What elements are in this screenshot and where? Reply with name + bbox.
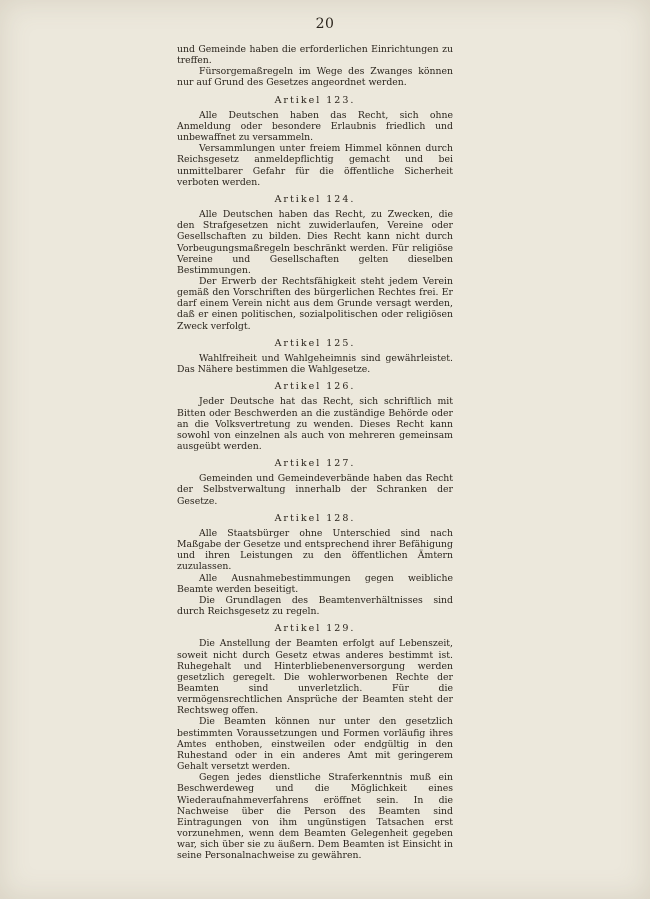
paragraph: Alle Staatsbürger ohne Unterschied sind nach Maßgabe der Gesetze und entsprechend ihrer Befähigung und ihren Leistungen zu den öffentlichen Ämtern zuzulassen.	[177, 527, 453, 573]
article-heading: Artikel 123.	[274, 94, 356, 106]
article-heading: Artikel 128.	[274, 512, 356, 524]
article-heading: Artikel 126.	[274, 381, 356, 393]
paragraph: Alle Deutschen haben das Recht, sich ohne Anmeldung oder besondere Erlaubnis friedlich und unbewaffnet zu versammeln.	[177, 109, 453, 144]
paragraph: Jeder Deutsche hat das Recht, sich schriftlich mit Bitten oder Beschwerden an die zuständige Behörde oder an die Volksvertretung zu wenden. Dieses Recht kann sowohl von einzelnen als auch von mehreren gemeinsam ausgeübt werden.	[177, 396, 453, 452]
paragraph: Alle Ausnahmebestimmungen gegen weibliche Beamte werden beseitigt.	[177, 572, 453, 595]
paragraph: Alle Deutschen haben das Recht, zu Zwecken, die den Strafgesetzen nicht zuwiderlaufen, Vereine oder Gesellschaften zu bilden. Dies Recht kann nicht durch Vorbeugungsmaßregeln beschränkt werden. Für religiöse Vereine und Gesellschaften gelten dieselben Bestimmungen.	[177, 209, 453, 276]
article-heading: Artikel 125.	[274, 337, 356, 349]
paragraph: Die Beamten können nur unter den gesetzlich bestimmten Voraussetzungen und Formen vorläufig ihres Amtes enthoben, einstweilen oder endgültig in den Ruhestand oder in ein anderes Amt mit geringerem Gehalt versetzt werden.	[177, 716, 453, 773]
text-column	[177, 44, 453, 861]
paragraph: Die Grundlagen des Beamtenverhältnisses sind durch Reichsgesetz zu regeln.	[177, 594, 453, 618]
paragraph: Wahlfreiheit und Wahlgeheimnis sind gewährleistet. Das Nähere bestimmen die Wahlgesetze.	[177, 352, 453, 376]
paragraph: Die Anstellung der Beamten erfolgt auf Lebenszeit, soweit nicht durch Gesetz etwas anderes bestimmt ist. Ruhegehalt und Hinterbliebenenversorgung werden gesetzlich geregelt. Die wohlerworbenen Rechte der Beamten sind unverletzlich. Für die vermögensrechtlichen Ansprüche der Beamten steht der Rechtsweg offen.	[177, 638, 453, 717]
paragraph: Fürsorgemaßregeln im Wege des Zwanges können nur auf Grund des Gesetzes angeordnet werden.	[177, 66, 453, 89]
paragraph: und Gemeinde haben die erforderlichen Einrichtungen zu treffen.	[177, 44, 453, 67]
paragraph: Der Erwerb der Rechtsfähigkeit steht jedem Verein gemäß den Vorschriften des bürgerlichen Rechtes frei. Er darf einem Verein nicht aus dem Grunde versagt werden, daß er einen politischen, sozialpolitischen oder religiösen Zweck verfolgt.	[177, 275, 453, 332]
article-heading: Artikel 129.	[274, 623, 356, 635]
article-heading: Artikel 124.	[274, 193, 356, 205]
page-number: 20	[315, 16, 335, 32]
paragraph: Gemeinden und Gemeindeverbände haben das Recht der Selbstverwaltung innerhalb der Schranken der Gesetze.	[177, 473, 453, 507]
article-heading: Artikel 127.	[274, 458, 356, 470]
paragraph: Versammlungen unter freiem Himmel können durch Reichsgesetz anmeldepflichtig gemacht und bei unmittelbarer Gefahr für die öffentliche Sicherheit verboten werden.	[177, 143, 453, 188]
paragraph: Gegen jedes dienstliche Straferkenntnis muß ein Beschwerdeweg und die Möglichkeit eines Wiederaufnahmeverfahrens eröffnet sein. In die Nachweise über die Person des Beamten sind Eintragungen von ihm ungünstigen Tatsachen erst vorzunehmen, wenn dem Beamten Gelegenheit gegeben war, sich über sie zu äußern. Dem Beamten ist Einsicht in seine Personalnachweise zu gewähren.	[177, 772, 453, 862]
